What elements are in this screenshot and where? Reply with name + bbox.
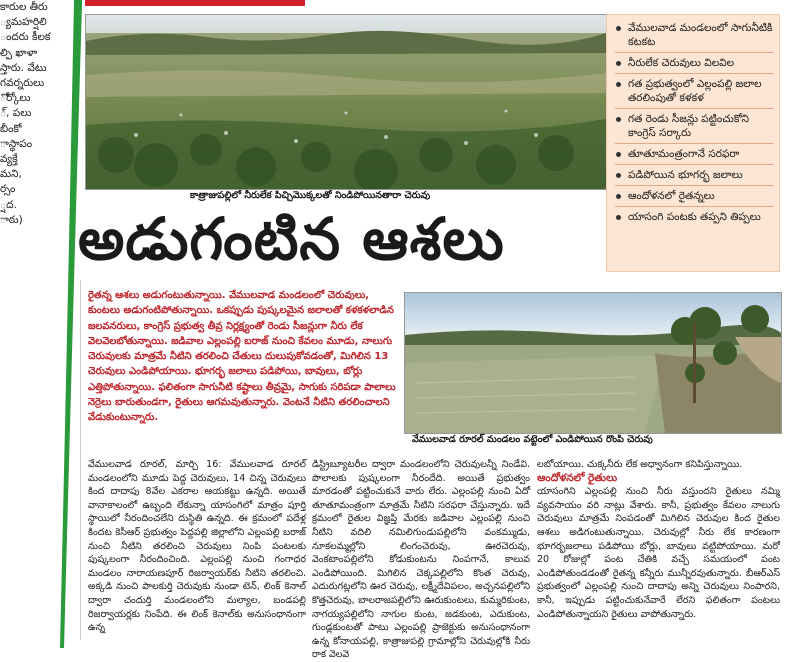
fragment-line: వ్యక్తే (0, 153, 18, 166)
fragment-line: ్యమహర్షిలి (0, 16, 47, 29)
highlight-item: ఆందోళనలో రైతన్నలు (615, 189, 773, 207)
fragment-line: ్, పలు (0, 107, 32, 120)
photo-caption: వేములవాడ రూరల్ మండలం వట్టెంలో ఎండిపోయిన రొంపి చెరువు (412, 434, 653, 445)
fragment-line: ోర్కోలు (0, 92, 31, 105)
adjacent-article-fragment (0, 0, 58, 300)
dry-lake-photo (85, 14, 607, 190)
highlight-item: యాసంగి పంటకు తప్పని తిప్పలు (615, 210, 773, 227)
highlight-item: గత ప్రభుత్వంలో ఎల్లంపల్లి జలాల తరలింపుతో కళకళ (615, 77, 773, 109)
highlights-list (615, 21, 773, 227)
highlight-item: నీరులేక చెరువులు విలవిల (615, 56, 773, 74)
fragment-line: మని, (0, 168, 22, 181)
fragment-line: ర్సం (0, 183, 16, 196)
top-banner (85, 0, 305, 6)
fragment-line: స్తారు. వేటు (0, 61, 47, 74)
highlight-item: గత రెండు సీజన్లు పట్టించుకోని కాంగ్రెస్ సర్కారు (615, 112, 773, 144)
lead-paragraph: రైతన్న ఆశలు అడుగంటుతున్నాయి. వేములవాడ మండలంలో చెరువులు, కుంటలు అడుగంటిపోతున్నాయి. ఒకప్పుడు పుష్కలమైన జలాలతో కళకళలాడిన జలవనరులు, కాంగ్రెస్ ప్రభుత్వ తీవ్ర నిర్లక్ష్యంతో రెండు సీజన్లుగా నీరు లేక వెలవెలబోతున్నాయి. జడివాల ఎల్లంపల్లి బరాజ్ నుంచి కేవలం మూడు, నాలుగు చెరువులకు మాత్రమే నీటిని తరలించి చేతులు దులుపుకోవడంతో, మిగిలిన 13 చెరువులు ఎండిపోయాయి. భూగర్భ జలాలు పడిపోయి, బావులు, బోర్లు ఎత్తిపోతున్నాయి. ఫలితంగా సాగునీటి కష్టాలు తీవ్రమై, సాగుకు సరిపడా పాలాలు నెర్రెలు బారుతుండగా, రైతులు ఆగమవుతున్నారు. వెంటనే నీటిని తరలించాలని వేడుకుంటున్నారు. (88, 290, 396, 424)
fragment-line: ్షద. (0, 198, 17, 211)
highlights-box (606, 14, 780, 272)
highlight-item: తూతూమంత్రంగానే సరఫరా (615, 147, 773, 165)
body-column-3 (537, 458, 780, 621)
column-divider (80, 280, 81, 640)
fragment-line: ందరు కీలక (0, 31, 51, 44)
highlight-item: పడిపోయిన భూగర్భ జలాలు (615, 168, 773, 186)
body-column-1: వేములవాడ రూరల్, మార్చి 16: వేములవాడ రూరల్ మండలంలోని మూడు పెద్ద చెరువులు, 14 చిన్న చెరువులు కింద దాదాపు 8వేల ఎకరాల ఆయకట్టు ఉన్నది. అయితే వానాకాలంలో ఉబ్బంది లేకున్నా యాసంగిలో మాత్రం పూర్తి స్థాయిలో నీరందించలేని దుస్థితి ఉన్నది. ఈ క్రమంలో పదేళ్ల కిందట కెసీఆర్ ప్రభుత్వం పెద్దపల్లి జిల్లాలోని ఎల్లంపల్లి బరాజ్ నుంచి నీటిని తరలించి చెరువులు నింపి పంటలకు పుష్కలంగా నీరందించింది. ఎల్లంపల్లి నుంచి గంగాధర మండలం నారాయణపూర్ రిజర్వాయర్‌కు నీటిని తరలించి. అక్కడి నుంచి పాలకుర్తి చెరువుకు నుండా టెన్, లింక్ కెనాల్ ద్వారా చందుర్తి మండలంలోని మల్యాల, బండపల్లి రిజర్వాయర్లకు నింపేది. ఈ లింక్ కెనాల్‌కు అనుసంధానంగా ఉన్న (88, 459, 306, 634)
body-column-3-text: యాసంగిని ఎల్లంపల్లి నుంచి నీరు వస్తుందని రైతులు నమ్మి వ్యవసాయం వరి నాట్లు వేశారు. కానీ, ప్రభుత్వం కేవలం నాలుగు చెరువులు మాత్రమే నింపడంతో మిగిలిన చెరువుల కింద రైతుల ఆశలు అడిగంటుతున్నాయి. చెరువుల్లో నీరు లేక కారణంగా భూగర్భజలాలు పడిపోయి బోర్లు, బావులు వట్టిపోయాయి. మరో 20 రోజుల్లో పంట చేతికి వచ్చే సమయంలో పంట ఎండిపోతుండడంతో రైతన్న కన్నీరు మున్నీరవుతున్నారు. బీఆర్ఎస్ ప్రభుత్వంలో ఎల్లంపల్లి నుంచి దాదాపు అన్ని చెరువులు నింపారని, కానీ, ఇప్పుడు పట్టించుకునేవారే లేరని ఫలితంగా పంటలు ఎండిపోతున్నాయని రైతులు వాపోతున్నారు. (537, 486, 780, 620)
fragment-line: బీంకో (0, 122, 22, 135)
subheading: ఆందోళనలో రైతులు (537, 471, 618, 484)
fragment-line: కారుల తీరు (0, 1, 48, 13)
dried-pond-photo (404, 292, 782, 434)
highlight-item: వేములవాడ మండలంలో సాగునీటికి కటకట (615, 21, 773, 53)
fragment-line: ాఠు) (0, 213, 23, 226)
fragment-line: ల్పి ఖాళా (0, 46, 38, 59)
fragment-line: ాస్థాపం (0, 137, 33, 150)
headline: అడుగంటిన ఆశలు (78, 205, 505, 273)
green-decorative-bar (60, 0, 82, 648)
photo-caption: కాత్రాజుపల్లిలో నీరులేక పిచ్చిమొక్కలతో నిండిపోయినతారా చెరువు (190, 190, 431, 201)
fragment-line: గవర్నరులు (0, 77, 45, 90)
body-column-2: డిస్ట్రిబ్యూటరీల ద్వారా మండలంలోని చెరువులన్నీ నిండేవి. పొలాలకు పుష్కలంగా నీరందేది. అయితే ప్రభుత్వం మారడంతో పట్టించుకునే వారు లేరు. ఎల్లంపల్లి నుంచి ఏదో తూతూమంత్రంగా మాత్రమే నీటిని సరఫరా చేస్తున్నారు. ఇదే క్రమంలో రైతుల విజ్ఞప్తి మేరకు జడివాల ఎల్లంపల్లి నుంచి నీటిని వదిలి నమిలిగుండుపల్లిలోని వంకమ్ముడు, నూకలమ్మల్లోని లింగంచెరువు, ఊరచెరువు, వెంకటాంపల్లిలోని కోడుకుంటను నింపగానే, కాలువ ఎండిపోయింది. మిగిలిన చెక్కపల్లిలోని కొంత చెరువు, ఎదురుగట్లలోని ఊర చెరువు, లక్ష్మీదేవిపలం, అచ్చనపల్లిలోని కొత్తచెరువు, బాలరాజపల్లిలోని ఊరుకుంటలు, కుమ్మరికుంట, నాగయ్యపల్లిలోని నాగుల కుంట, జడకుంట, ఎదుకుంట, గుండ్లకుంటతో పాటు ఎల్లంపల్లి ప్రాజెక్టుకు అనుసంధానంగా ఉన్న కోనాయపల్లి, కాత్రాజుపల్లి గ్రామాల్లోని చెరువుల్లోకి నీరు రాక వెలవె (312, 459, 530, 661)
body-column-3-intro: లబోయాయి. చుక్కనీరు లేక అధ్వానంగా కనిపిస్తున్నాయి. (537, 459, 743, 470)
